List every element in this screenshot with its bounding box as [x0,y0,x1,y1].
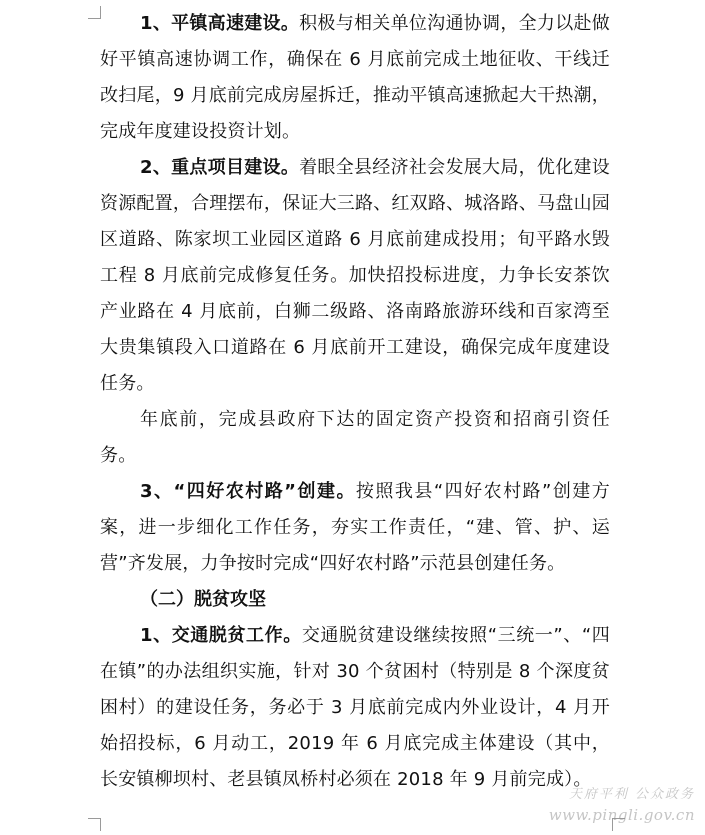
paragraph-key-projects [100,150,610,402]
paragraph-heading: 3、“四好农村路”创建。 [140,481,356,502]
paragraph-text: 按照我县“四好农村路”创建方案，进一步细化工作任务，夯实工作责任，“建、管、护、运营”齐发展，力争按时完成“四好农村路”示范县创建任务。 [100,481,610,574]
watermark-site-name: 天府平利 公众政务 [568,787,695,802]
watermark-url: www.pingli.gov.cn [548,806,695,824]
paragraph-text: 交通脱贫建设继续按照“三统一”、“四在镇”的办法组织实施，针对 30 个贫困村（特别是 8 个深度贫困村）的建设任务，务必于 3 月底前完成内外业设计，4 月开始招投标，6 月动工，2019 年 6 月底完成主体建设（其中，长安镇柳坝村、老县镇凤桥村必须在 2018 年 9 月前完成）。 [100,625,611,790]
paragraph-heading: 1、交通脱贫工作。 [140,625,302,646]
margin-mark-bottom-left [88,818,101,831]
paragraph-text: 年底前，完成县政府下达的固定资产投资和招商引资任务。 [100,409,610,466]
paragraph-pingzhen-expressway [100,6,610,150]
document-body [100,6,610,798]
paragraph-text: 积极与相关单位沟通协调，全力以赴做好平镇高速协调工作，确保在 6 月底前完成土地征收、干线迁改扫尾，9 月底前完成房屋拆迁，推动平镇高速掀起大干热潮，完成年度建设投资计划。 [100,13,610,142]
paragraph-heading: 1、平镇高速建设。 [140,13,300,34]
paragraph-transport-poverty-work [100,618,610,798]
paragraph-four-good-rural-roads [100,474,610,582]
site-watermark [549,785,695,825]
paragraph-heading: 2、重点项目建设。 [140,157,300,178]
section-heading-poverty-alleviation: （二）脱贫攻坚 [140,589,266,610]
paragraph-text: 着眼全县经济社会发展大局，优化建设资源配置，合理摆布，保证大三路、红双路、城洛路、马盘山园区道路、陈家坝工业园区道路 6 月底前建成投用；旬平路水毁工程 8 月底前完成修复任务。加快招投标进度，力争长安茶饮产业路在 4 月底前，白狮二级路、洛南路旅游环线和百家湾至大贵集镇段入口道路在 6 月底前开工建设，确保完成年度建设任务。 [100,157,610,394]
paragraph-year-end-targets [100,402,610,474]
